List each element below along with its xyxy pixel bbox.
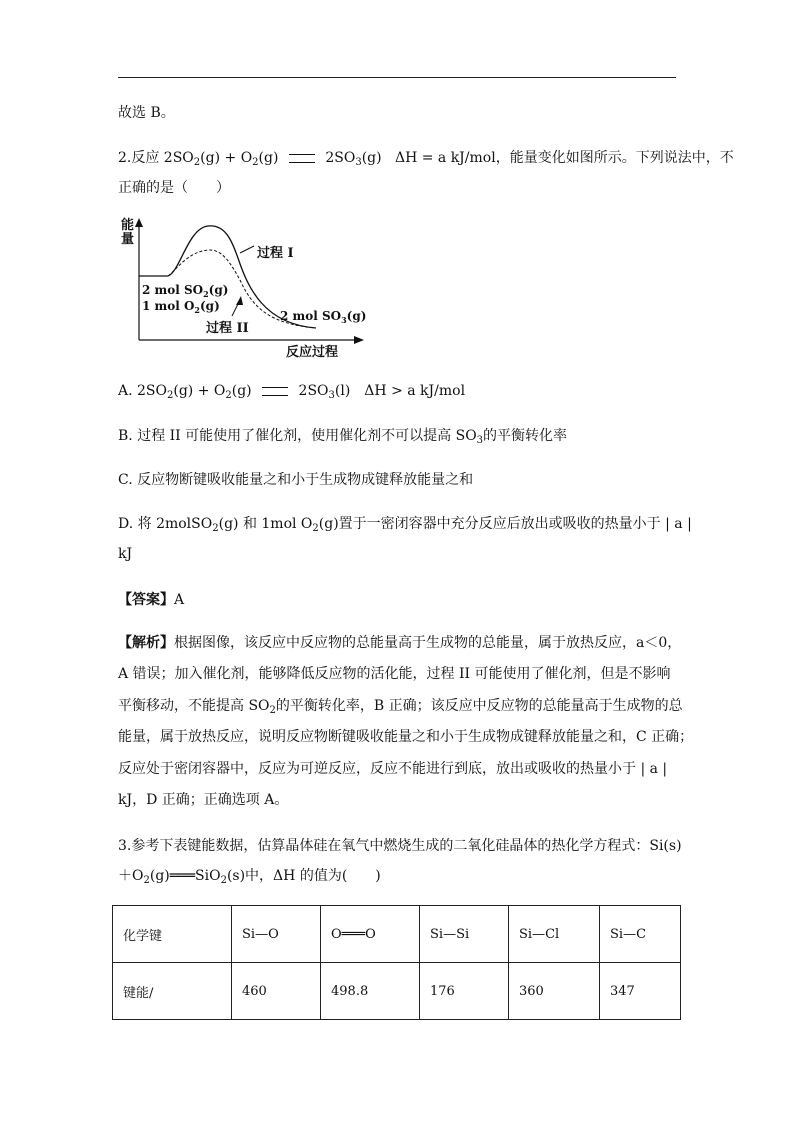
- table-row: [113, 963, 681, 1020]
- table-cell: 360: [509, 963, 600, 1020]
- question-3-stem-line-2: $+O_2(g)═══SiO_2(s)$中，ΔH 的值为( ): [118, 868, 381, 886]
- option-d-line-1: D. 将 2molSO$_2$(g) 和 1mol $O_2(g)$置于一密闭容器中充分反应后放出或吸收的热量小于 | a |: [118, 516, 692, 534]
- previous-answer-tail: 故选 B。: [118, 105, 175, 121]
- header-rule: [118, 77, 676, 78]
- table-cell: Si—Si: [420, 906, 509, 963]
- process-1-pointer: [240, 246, 254, 253]
- reactant-o2-label: 1 mol $O_2(g)$: [142, 299, 220, 315]
- analysis-line-1: 【解析】根据图像，该反应中反应物的总能量高于生成物的总能量，属于放热反应，a＜0，: [118, 635, 682, 651]
- table-cell: O═══O: [321, 906, 420, 963]
- option-d-line-2: kJ: [118, 546, 133, 562]
- answer-line: [118, 590, 184, 610]
- process-1-label: 过程 I: [257, 246, 294, 261]
- process-2-pointer-head: [236, 296, 243, 305]
- table-cell: Si—Cl: [509, 906, 600, 963]
- table-cell: 498.8: [321, 963, 420, 1020]
- equilibrium-sign: [289, 154, 315, 163]
- bond-energy-table: [112, 905, 681, 1020]
- process-2-label: 过程 II: [206, 321, 249, 336]
- analysis-line-6: kJ，D 正确；正确选项 A。: [118, 792, 289, 808]
- question-3-stem-line-1: 3.参考下表键能数据，估算晶体硅在氧气中燃烧生成的二氧化硅晶体的热化学方程式：Si(s): [118, 838, 682, 854]
- question-2-stem-line-2: 正确的是（ ）: [118, 180, 230, 196]
- y-axis-label-bottom: 量: [121, 232, 135, 247]
- y-axis-arrow: [135, 218, 143, 227]
- x-axis-arrow: [354, 336, 364, 344]
- analysis-line-5: 反应处于密闭容器中，反应为可逆反应，反应不能进行到底，放出或吸收的热量小于 | a |: [118, 761, 668, 777]
- equilibrium-sign: [262, 387, 288, 396]
- table-cell: 化学键: [113, 906, 232, 963]
- table-cell: 176: [420, 963, 509, 1020]
- table-cell: 347: [600, 963, 681, 1020]
- table-header-row: [113, 906, 681, 963]
- product-so3-label: 2 mol $SO_3(g)$: [280, 309, 367, 325]
- analysis-line-4: 能量，属于放热反应，说明反应物断键吸收能量之和小于生成物成键释放能量之和，C 正确；: [118, 729, 694, 745]
- table-cell: 键能/: [113, 963, 232, 1020]
- option-c: C. 反应物断键吸收能量之和小于生成物成键释放能量之和: [118, 472, 474, 488]
- x-axis-label: 反应过程: [286, 345, 339, 360]
- table-cell: Si—O: [232, 906, 321, 963]
- reactant-so2-label: 2 mol $SO_2(g)$: [142, 283, 229, 299]
- analysis-line-2: A 错误；加入催化剂，能够降低反应物的活化能，过程 II 可能使用了催化剂，但是不影响: [118, 666, 671, 682]
- energy-profile-diagram: [118, 212, 378, 362]
- question-2-stem-line-1: 2.反应 $2SO_2(g) + O_2(g)$ $2SO_3(g)$ ΔH = a kJ/mol，能量变化如图所示。下列说法中，不: [118, 150, 734, 168]
- table-cell: 460: [232, 963, 321, 1020]
- analysis-label: 【解析】: [118, 635, 174, 651]
- answer-value: A: [174, 592, 185, 608]
- table-cell: Si—C: [600, 906, 681, 963]
- analysis-line-3: 平衡移动，不能提高 $SO_2$的平衡转化率，B 正确；该反应中反应物的总能量高于生成物的总: [118, 698, 683, 716]
- option-b: B. 过程 II 可能使用了催化剂，使用催化剂不可以提高 $SO_3$的平衡转化率: [118, 428, 568, 446]
- option-a: A. $2SO_2(g) + O_2(g)$ $2SO_3(l)$ ΔH > a kJ/mol: [118, 383, 466, 401]
- answer-label: 【答案】: [118, 592, 174, 608]
- y-axis-label-top: 能: [121, 218, 135, 233]
